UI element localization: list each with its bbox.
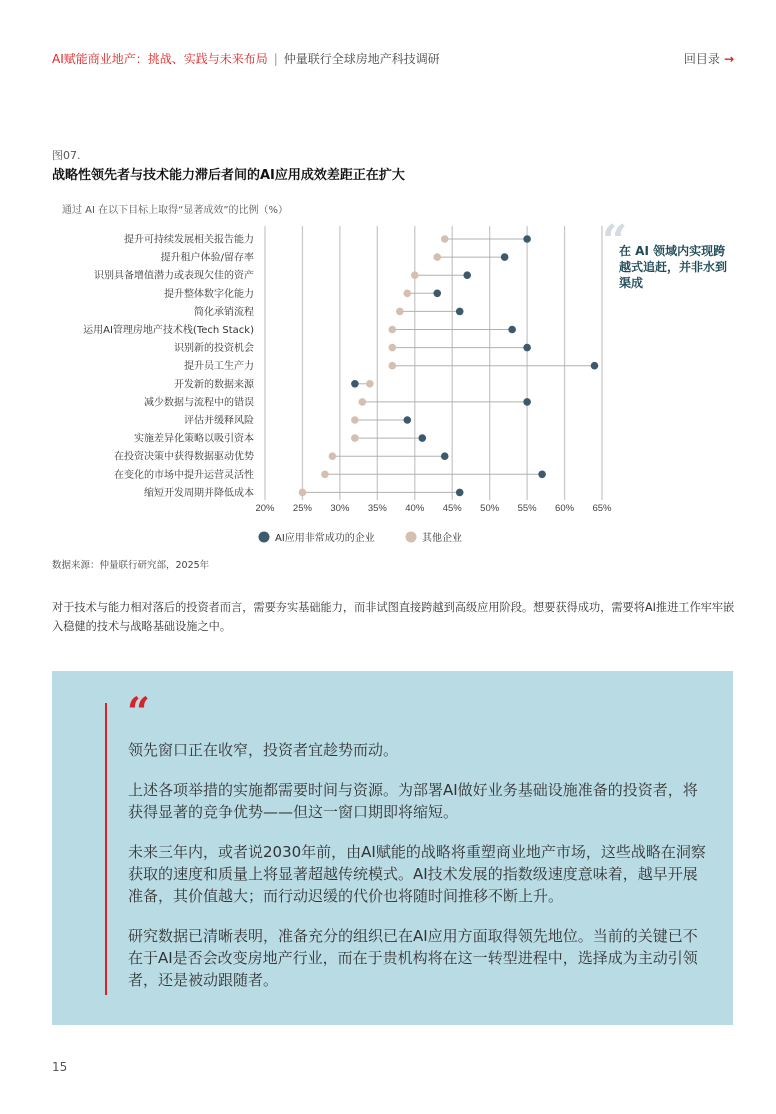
quote-body	[128, 739, 708, 1009]
quote-lead: 领先窗口正在收窄，投资者宜趁势而动。	[128, 741, 399, 759]
quote-mark-icon: “	[127, 689, 151, 736]
category-label: 开发新的数据来源	[174, 379, 254, 391]
report-subtitle: 仲量联行全球房地产科技调研	[283, 52, 440, 66]
chart-subtitle: 通过 AI 在以下目标上取得“显著成效”的比例（%）	[62, 205, 289, 216]
dot-leader	[591, 362, 599, 370]
data-source: 数据来源：仲量联行研究部，2025年	[52, 560, 210, 571]
category-label: 缩短开发周期并降低成本	[144, 487, 254, 499]
x-tick-label: 50%	[480, 503, 500, 514]
quote-paragraph-1: 上述各项举措的实施都需要时间与资源。为部署AI做好业务基础设施准备的投资者，将获得显著的竞争优势——但这一窗口期即将缩短。	[128, 781, 698, 821]
category-label: 提升整体数字化能力	[164, 288, 254, 300]
report-title: AI赋能商业地产：挑战、实践与未来布局	[52, 52, 268, 66]
arrow-right-icon: →	[723, 52, 734, 66]
x-tick-label: 65%	[592, 503, 612, 514]
category-label: 提升租户体验/留存率	[160, 252, 254, 264]
category-label: 识别新的投资机会	[174, 343, 254, 355]
legend-marker-other	[406, 532, 417, 543]
dot-leader	[456, 308, 464, 316]
dot-leader	[433, 290, 441, 298]
quote-paragraph-2: 未来三年内，或者说2030年前，由AI赋能的战略将重塑商业地产市场，这些战略在洞察获取的速度和质量上将显著超越传统模式。AI技术发展的指数级速度意味着，越早开展准备，其价值越大；而行动迟缓的代价也将随时间推移不断上升。	[128, 843, 706, 905]
legend-marker-leader	[259, 532, 270, 543]
dot-other	[433, 253, 441, 261]
dot-leader	[523, 344, 531, 352]
dot-leader	[508, 326, 516, 334]
dot-other	[389, 326, 397, 334]
dot-other	[351, 434, 359, 442]
dot-leader	[523, 235, 531, 243]
dot-leader	[538, 471, 546, 479]
x-tick-label: 25%	[292, 503, 312, 514]
dot-other	[321, 471, 329, 479]
dot-other	[351, 416, 359, 424]
figure-number: 图07.	[52, 149, 81, 162]
legend-label-other: 其他企业	[422, 533, 462, 544]
x-tick-label: 45%	[442, 503, 462, 514]
dot-other	[403, 290, 411, 298]
category-label: 识别具备增值潜力或表现欠佳的资产	[94, 270, 254, 282]
category-label: 简化承销流程	[194, 306, 254, 318]
dot-leader	[418, 434, 426, 442]
quote-paragraph-3: 研究数据已清晰表明，准备充分的组织已在AI应用方面取得领先地位。当前的关键已不在于AI是否会改变房地产行业，而在于贵机构将在这一转型进程中，选择成为主动引领者，还是被动跟随者。	[128, 927, 698, 989]
dot-other	[359, 398, 367, 406]
legend-label-leader: AI应用非常成功的企业	[275, 533, 375, 544]
category-label: 在投资决策中获得数据驱动优势	[114, 451, 254, 463]
dot-other	[396, 308, 404, 316]
callout-quote-icon: “	[602, 216, 628, 267]
category-label: 运用AI管理房地产技术栈(Tech Stack)	[83, 325, 254, 336]
dot-leader	[463, 271, 471, 279]
dot-leader	[441, 452, 449, 460]
x-tick-label: 40%	[405, 503, 425, 514]
category-label: 在变化的市场中提升运营灵活性	[114, 469, 254, 481]
toc-label: 回目录	[683, 52, 720, 66]
x-tick-label: 55%	[517, 503, 537, 514]
dot-other	[441, 235, 449, 243]
x-tick-label: 30%	[330, 503, 350, 514]
dot-other	[389, 362, 397, 370]
category-label: 提升员工生产力	[184, 361, 254, 373]
dot-other	[389, 344, 397, 352]
dot-other	[366, 380, 374, 388]
category-label: 提升可持续发展相关报告能力	[124, 234, 254, 246]
dot-leader	[501, 253, 509, 261]
dot-leader	[456, 489, 464, 497]
x-tick-label: 20%	[255, 503, 275, 514]
dot-other	[411, 271, 419, 279]
x-tick-label: 35%	[367, 503, 387, 514]
dot-other	[299, 489, 307, 497]
dot-leader	[403, 416, 411, 424]
category-label: 实施差异化策略以吸引资本	[134, 433, 254, 445]
quote-accent-bar	[105, 703, 107, 995]
page-number: 15	[52, 1060, 68, 1074]
category-label: 评估并缓释风险	[184, 415, 254, 427]
dot-other	[329, 452, 337, 460]
x-tick-label: 60%	[555, 503, 575, 514]
body-paragraph: 对于技术与能力相对落后的投资者而言，需要夯实基础能力，而非试图直接跨越到高级应用阶段。想要获得成功，需要将AI推进工作牢牢嵌入稳健的技术与战略基础设施之中。	[52, 601, 735, 633]
figure-title: 战略性领先者与技术能力滞后者间的AI应用成效差距正在扩大	[52, 168, 405, 183]
chart-callout: 在 AI 领域内实现跨越式追赶，并非水到渠成	[619, 244, 728, 290]
dot-leader	[523, 398, 531, 406]
dot-leader	[351, 380, 359, 388]
header-separator: |	[273, 52, 278, 66]
category-label: 减少数据与流程中的错误	[144, 397, 254, 409]
